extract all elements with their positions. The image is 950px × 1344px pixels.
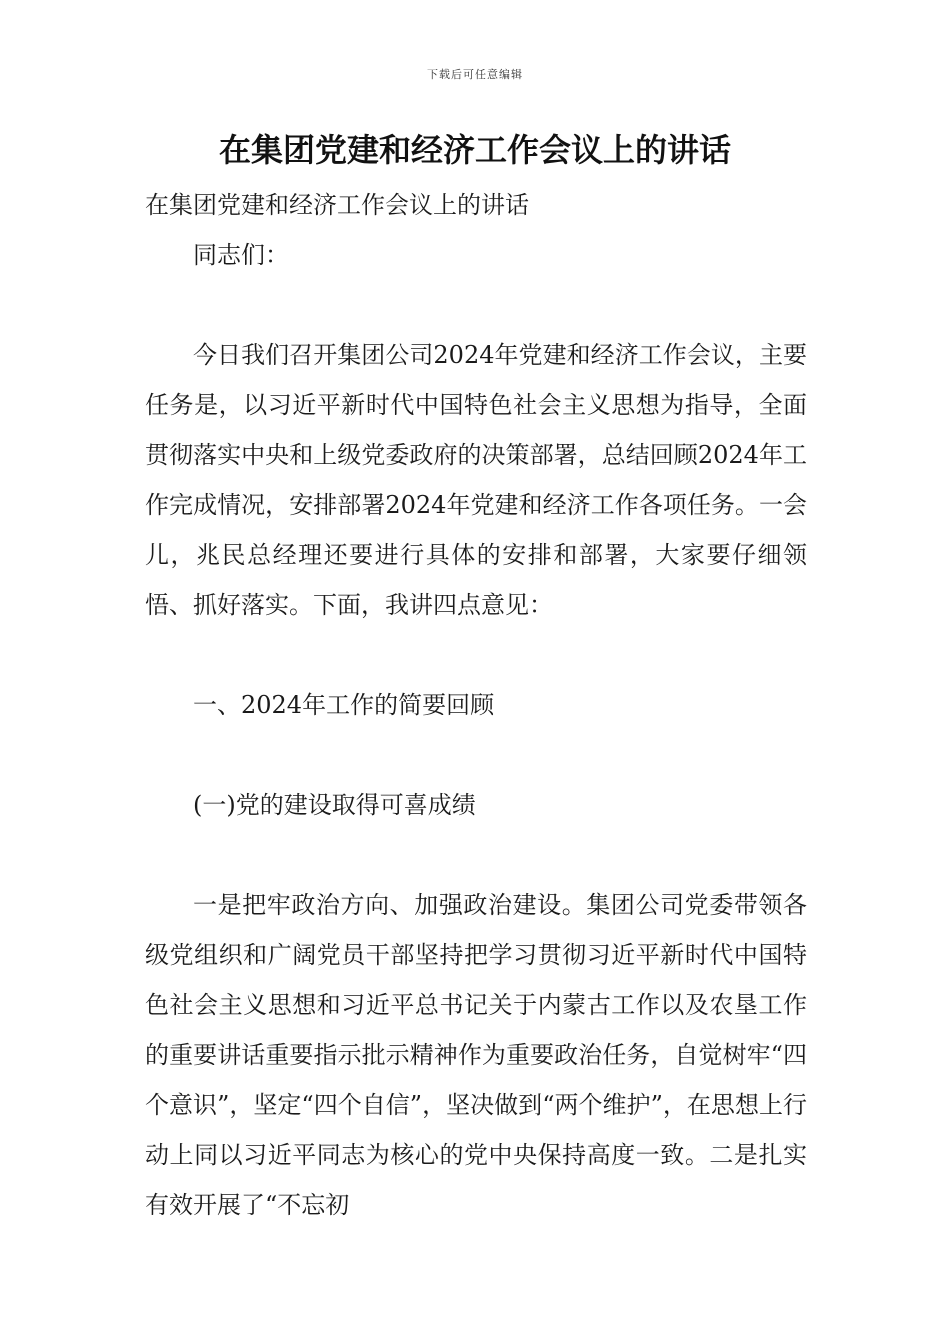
document-body <box>145 180 807 1230</box>
document-title: 在集团党建和经济工作会议上的讲话 <box>218 131 731 169</box>
subsection-heading: (一)党的建设取得可喜成绩 <box>193 791 476 819</box>
section-heading: 一、2024年工作的简要回顾 <box>193 691 495 719</box>
document-subtitle: 在集团党建和经济工作会议上的讲话 <box>145 191 529 219</box>
paragraph-body: 一是把牢政治方向、加强政治建设。集团公司党委带领各级党组织和广阔党员干部坚持把学习贯彻习近平新时代中国特色社会主义思想和习近平总书记关于内蒙古工作以及农垦工作的重要讲话重要指示批示精神作为重要政治任务，自觉树牢“四个意识”，坚定“四个自信”，坚决做到“两个维护”，在思想上行动上同以习近平同志为核心的党中央保持高度一致。二是扎实有效开展了“不忘初 <box>145 891 807 1219</box>
blank-line <box>145 280 807 330</box>
blank-line <box>145 630 807 680</box>
paragraph-intro: 今日我们召开集团公司2024年党建和经济工作会议，主要任务是，以习近平新时代中国特色社会主义思想为指导，全面贯彻落实中央和上级党委政府的决策部署，总结回顾2024年工作完成情况，安排部署2024年党建和经济工作各项任务。一会儿，兆民总经理还要进行具体的安排和部署，大家要仔细领悟、抓好落实。下面，我讲四点意见： <box>145 341 807 619</box>
blank-line <box>145 830 807 880</box>
salutation: 同志们： <box>193 241 289 269</box>
blank-line <box>145 730 807 780</box>
header-note: 下载后可任意编辑 <box>427 68 523 81</box>
